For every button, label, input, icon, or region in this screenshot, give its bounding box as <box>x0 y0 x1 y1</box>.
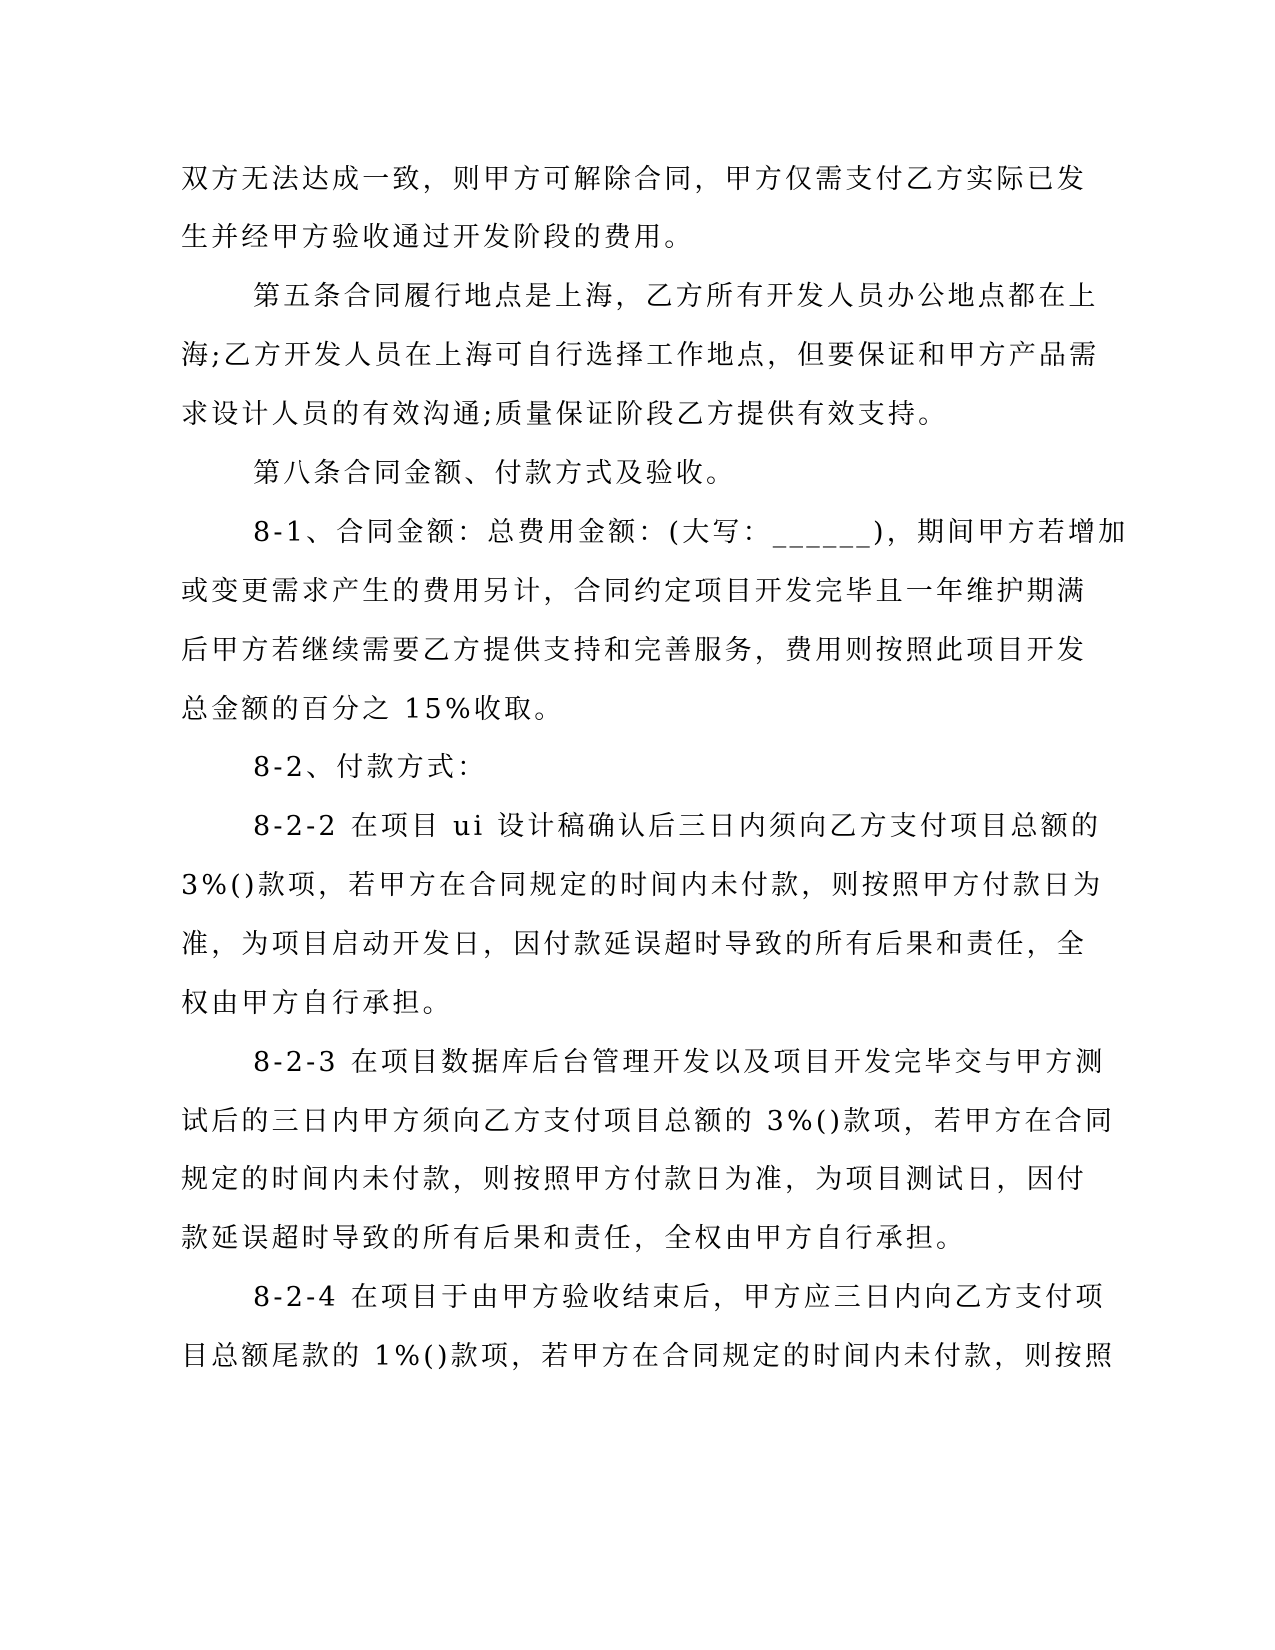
text-line: 生并经甲方验收通过开发阶段的费用。 <box>181 222 695 253</box>
text-line: 后甲方若继续需要乙方提供支持和完善服务，费用则按照此项目开发 <box>181 635 1087 666</box>
text-line: 总金额的百分之 15%收取。 <box>181 694 565 725</box>
text-line: 准，为项目启动开发日，因付款延误超时导致的所有后果和责任，全 <box>181 929 1087 960</box>
text-line: 求设计人员的有效沟通;质量保证阶段乙方提供有效支持。 <box>181 399 949 430</box>
text-line: 双方无法达成一致，则甲方可解除合同，甲方仅需支付乙方实际已发 <box>181 164 1087 195</box>
text-line: 权由甲方自行承担。 <box>181 988 453 1019</box>
text-line: 8-2-2 在项目 ui 设计稿确认后三日内须向乙方支付项目总额的 <box>253 811 1102 842</box>
text-line: 第八条合同金额、付款方式及验收。 <box>253 458 737 489</box>
text-line: 目总额尾款的 1%()款项，若甲方在合同规定的时间内未付款，则按照 <box>181 1341 1116 1372</box>
text-line: 第五条合同履行地点是上海，乙方所有开发人员办公地点都在上 <box>253 281 1099 312</box>
text-line: 8-1、合同金额：总费用金额：(大写：______)，期间甲方若增加 <box>253 517 1129 548</box>
text-line: 款延误超时导致的所有后果和责任，全权由甲方自行承担。 <box>181 1223 967 1254</box>
text-line: 8-2-3 在项目数据库后台管理开发以及项目开发完毕交与甲方测 <box>253 1047 1106 1078</box>
text-line: 试后的三日内甲方须向乙方支付项目总额的 3%()款项，若甲方在合同 <box>181 1106 1116 1137</box>
text-line: 海;乙方开发人员在上海可自行选择工作地点，但要保证和甲方产品需 <box>181 340 1100 371</box>
text-line: 8-2、付款方式： <box>253 752 488 783</box>
text-line: 或变更需求产生的费用另计，合同约定项目开发完毕且一年维护期满 <box>181 576 1087 607</box>
text-line: 规定的时间内未付款，则按照甲方付款日为准，为项目测试日，因付 <box>181 1164 1087 1195</box>
text-line: 8-2-4 在项目于由甲方验收结束后，甲方应三日内向乙方支付项 <box>253 1282 1106 1313</box>
text-line: 3%()款项，若甲方在合同规定的时间内未付款，则按照甲方付款日为 <box>181 870 1104 901</box>
